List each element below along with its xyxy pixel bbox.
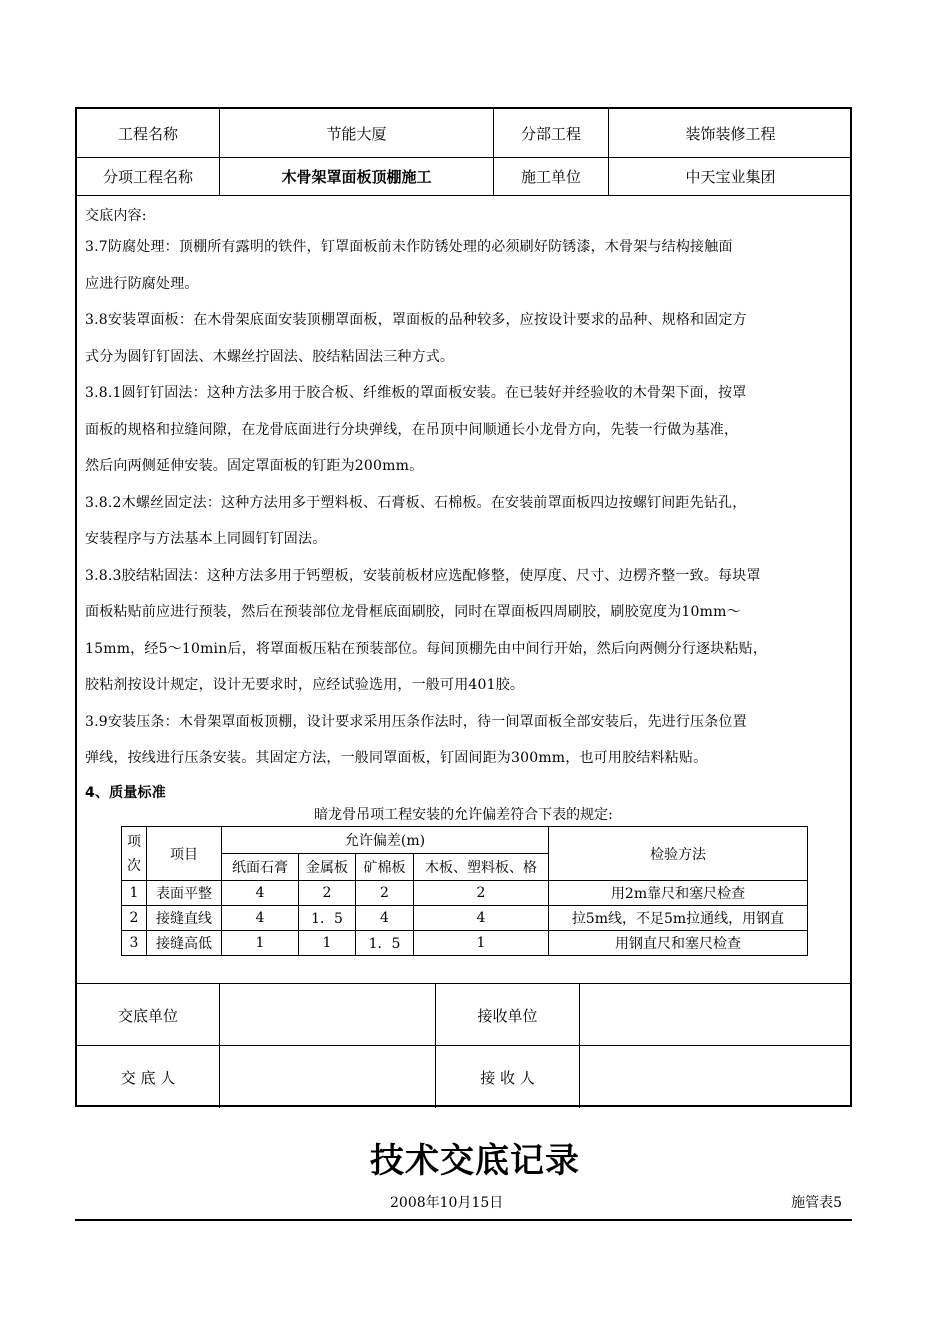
content-line: 3.8.3胶结粘固法：这种方法多用于钙塑板，安装前板材应选配修整，使厚度、尺寸、边楞齐整一致。每块罩 bbox=[85, 567, 761, 584]
row-no: 1 bbox=[122, 881, 147, 906]
discloser-label: 交 底 人 bbox=[77, 1046, 220, 1108]
col-allowance-header: 允许偏差(m) bbox=[222, 827, 549, 854]
row-value: 1 bbox=[299, 931, 356, 956]
col-index-header: 项次 bbox=[122, 827, 147, 881]
table-row bbox=[122, 931, 808, 956]
content-line: 面板的规格和拉缝间隙，在龙骨底面进行分块弹线，在吊顶中间顺通长小龙骨方向，先装一行做为基准， bbox=[85, 421, 739, 438]
content-intro: 交底内容: bbox=[85, 208, 147, 224]
row-item: 接缝直线 bbox=[147, 906, 222, 931]
row-value: 2 bbox=[299, 881, 356, 906]
division-value: 装饰装修工程 bbox=[685, 124, 776, 143]
row-value: 1 bbox=[222, 931, 299, 956]
receiving-unit-label: 接收单位 bbox=[436, 984, 580, 1046]
content-line: 3.7防腐处理：顶棚所有露明的铁件，钉罩面板前未作防锈处理的必须刷好防锈漆，木骨架与结构接触面 bbox=[85, 239, 733, 255]
row-method: 用2m靠尺和塞尺检查 bbox=[549, 881, 808, 906]
row-value: 2 bbox=[356, 881, 414, 906]
receiving-unit-field[interactable] bbox=[580, 984, 852, 1046]
content-line: 面板粘贴前应进行预装，然后在预装部位龙骨框底面刷胶，同时在罩面板四周刷胶，刷胶宽度为10mm～ bbox=[85, 604, 741, 620]
sub-header-gypsum: 纸面石膏 bbox=[222, 854, 299, 881]
table-row bbox=[122, 906, 808, 931]
disclosure-content bbox=[85, 203, 847, 809]
content-line: 3.8安装罩面板：在木骨架底面安装顶棚罩面板，罩面板的品种较多，应按设计要求的品种、规格和固定方 bbox=[85, 312, 747, 328]
disclosing-unit-label: 交底单位 bbox=[77, 984, 220, 1046]
document-title: 技术交底记录 bbox=[370, 1141, 580, 1181]
subitem-name-value: 木骨架罩面板顶棚施工 bbox=[220, 157, 494, 195]
receiver-field[interactable] bbox=[580, 1046, 852, 1108]
signature-row-1 bbox=[77, 983, 850, 1046]
discloser-field[interactable] bbox=[220, 1046, 436, 1108]
document-date: 2008年10月15日 bbox=[390, 1195, 504, 1211]
header-row-2 bbox=[77, 157, 850, 196]
record-form bbox=[75, 107, 852, 1107]
col-method-header: 检验方法 bbox=[549, 827, 808, 881]
contractor-label: 施工单位 bbox=[494, 157, 609, 195]
subitem-name-label: 分项工程名称 bbox=[77, 157, 220, 195]
content-line: 3.8.2木螺丝固定法：这种方法用多于塑料板、石膏板、石棉板。在安装前罩面板四边按螺钉间距先钻孔， bbox=[85, 494, 747, 511]
content-line: 胶粘剂按设计规定，设计无要求时，应经试验选用，一般可用401胶。 bbox=[85, 677, 525, 693]
sub-header-wood: 木板、塑料板、格 bbox=[414, 854, 549, 881]
row-value: 4 bbox=[414, 906, 549, 931]
project-name-label: 工程名称 bbox=[77, 109, 220, 157]
project-name-value: 节能大厦 bbox=[220, 109, 494, 157]
disclosing-unit-field[interactable] bbox=[220, 984, 436, 1046]
row-value: 4 bbox=[356, 906, 414, 931]
row-value: 1．5 bbox=[356, 931, 414, 956]
divider bbox=[75, 1219, 852, 1221]
signature-row-2 bbox=[77, 1045, 850, 1108]
content-line: 应进行防腐处理。 bbox=[85, 275, 199, 292]
row-no: 2 bbox=[122, 906, 147, 931]
sub-header-mineral: 矿棉板 bbox=[356, 854, 414, 881]
contractor-value: 中天宝业集团 bbox=[685, 167, 776, 186]
content-line: 弹线，按线进行压条安装。其固定方法，一般同罩面板，钉固间距为300mm，也可用胶结料粘贴。 bbox=[85, 750, 708, 766]
form-number: 施管表5 bbox=[791, 1195, 842, 1211]
division-label: 分部工程 bbox=[494, 109, 609, 157]
content-line: 3.9安装压条：木骨架罩面板顶棚，设计要求采用压条作法时，待一间罩面板全部安装后，先进行压条位置 bbox=[85, 713, 747, 730]
quality-standard-heading: 4、质量标准 bbox=[85, 784, 166, 801]
row-method: 拉5m线，不足5m拉通线，用钢直 bbox=[549, 906, 808, 931]
row-value: 4 bbox=[222, 881, 299, 906]
content-line: 15mm，经5～10min后，将罩面板压粘在预装部位。每间顶棚先由中间行开始，然后向两侧分行逐块粘贴， bbox=[85, 640, 768, 657]
sub-header-metal: 金属板 bbox=[299, 854, 356, 881]
row-value: 1 bbox=[414, 931, 549, 956]
receiver-label: 接 收 人 bbox=[436, 1046, 580, 1108]
content-line: 安装程序与方法基本上同圆钉钉固法。 bbox=[85, 531, 327, 547]
row-value: 4 bbox=[222, 906, 299, 931]
col-item-header: 项目 bbox=[147, 827, 222, 881]
row-method: 用钢直尺和塞尺检查 bbox=[549, 931, 808, 956]
header-row-1 bbox=[77, 109, 850, 158]
content-line: 式分为圆钉钉固法、木螺丝拧固法、胶结粘固法三种方式。 bbox=[85, 348, 455, 365]
table-row bbox=[122, 881, 808, 906]
deviation-table bbox=[121, 826, 808, 956]
content-line: 3.8.1圆钉钉固法：这种方法多用于胶合板、纤维板的罩面板安装。在已装好并经验收的木骨架下面，按罩 bbox=[85, 385, 747, 401]
row-value: 1．5 bbox=[299, 906, 356, 931]
row-item: 表面平整 bbox=[147, 881, 222, 906]
row-value: 2 bbox=[414, 881, 549, 906]
content-line: 然后向两侧延伸安装。固定罩面板的钉距为200mm。 bbox=[85, 458, 424, 474]
row-item: 接缝高低 bbox=[147, 931, 222, 956]
table-caption: 暗龙骨吊项工程安装的允许偏差符合下表的规定: bbox=[314, 807, 613, 823]
row-no: 3 bbox=[122, 931, 147, 956]
